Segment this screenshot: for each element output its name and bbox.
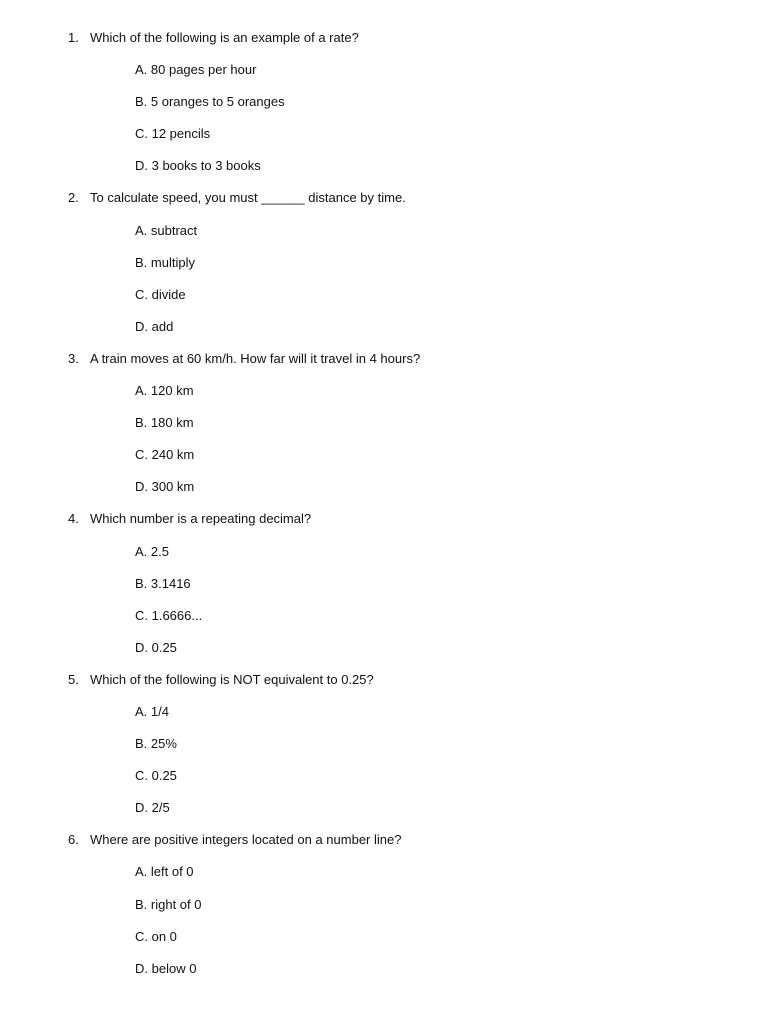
option-text: D. add: [135, 318, 174, 334]
option-text: D. 2/5: [135, 800, 170, 816]
option-d: [0, 476, 768, 508]
option-c: [0, 605, 768, 637]
question-6: [0, 829, 768, 989]
option-a: [0, 220, 768, 252]
question-text: A train moves at 60 km/h. How far will it travel in 4 hours?: [90, 350, 421, 366]
option-d: [0, 797, 768, 829]
option-text: A. 120 km: [135, 383, 194, 399]
option-a: [0, 701, 768, 733]
option-a: [0, 59, 768, 91]
option-text: D. 300 km: [135, 479, 195, 495]
question-2: [0, 187, 768, 347]
question-stem: [0, 829, 768, 861]
option-text: D. 3 books to 3 books: [135, 158, 261, 174]
option-text: B. 3.1416: [135, 575, 191, 591]
question-4: [0, 508, 768, 668]
option-c: [0, 123, 768, 155]
option-b: [0, 412, 768, 444]
question-1: [0, 27, 768, 187]
question-stem: [0, 669, 768, 701]
option-list: [0, 541, 768, 669]
question-text: To calculate speed, you must ______ distance by time.: [90, 190, 406, 206]
option-text: B. 180 km: [135, 415, 194, 431]
option-d: [0, 637, 768, 669]
option-b: [0, 894, 768, 926]
option-text: C. 0.25: [135, 768, 177, 784]
option-text: C. divide: [135, 286, 186, 302]
question-list: [0, 27, 768, 990]
question-number: 5.: [68, 671, 79, 687]
option-b: [0, 733, 768, 765]
option-a: [0, 861, 768, 893]
option-a: [0, 380, 768, 412]
option-text: D. 0.25: [135, 639, 177, 655]
option-text: B. right of 0: [135, 896, 202, 912]
option-text: A. subtract: [135, 222, 198, 238]
option-d: [0, 958, 768, 990]
question-number: 4.: [68, 511, 79, 527]
option-d: [0, 155, 768, 187]
question-text: Where are positive integers located on a number line?: [90, 832, 402, 848]
option-text: C. 12 pencils: [135, 126, 211, 142]
question-text: Which number is a repeating decimal?: [90, 511, 312, 527]
option-list: [0, 701, 768, 829]
option-a: [0, 541, 768, 573]
question-number: 6.: [68, 832, 79, 848]
question-stem: [0, 348, 768, 380]
option-d: [0, 316, 768, 348]
option-list: [0, 220, 768, 348]
option-text: D. below 0: [135, 960, 197, 976]
option-list: [0, 59, 768, 187]
question-text: Which of the following is NOT equivalent to 0.25?: [90, 671, 374, 687]
question-stem: [0, 187, 768, 219]
option-c: [0, 284, 768, 316]
question-number: 2.: [68, 190, 79, 206]
option-c: [0, 926, 768, 958]
option-text: A. 1/4: [135, 703, 169, 719]
option-list: [0, 861, 768, 989]
option-text: C. 1.6666...: [135, 607, 203, 623]
question-stem: [0, 27, 768, 59]
option-text: B. 25%: [135, 736, 177, 752]
option-text: B. 5 oranges to 5 oranges: [135, 94, 285, 110]
question-5: [0, 669, 768, 829]
option-b: [0, 91, 768, 123]
option-text: A. 2.5: [135, 543, 169, 559]
option-c: [0, 444, 768, 476]
option-b: [0, 573, 768, 605]
question-3: [0, 348, 768, 508]
question-text: Which of the following is an example of a rate?: [90, 30, 359, 45]
option-text: B. multiply: [135, 254, 195, 270]
question-stem: [0, 508, 768, 540]
option-list: [0, 380, 768, 508]
option-b: [0, 252, 768, 284]
option-text: C. on 0: [135, 928, 177, 944]
option-text: A. left of 0: [135, 864, 194, 880]
option-text: A. 80 pages per hour: [135, 62, 257, 78]
option-text: C. 240 km: [135, 447, 195, 463]
question-number: 3.: [68, 350, 79, 366]
question-number: 1.: [68, 30, 79, 45]
option-c: [0, 765, 768, 797]
